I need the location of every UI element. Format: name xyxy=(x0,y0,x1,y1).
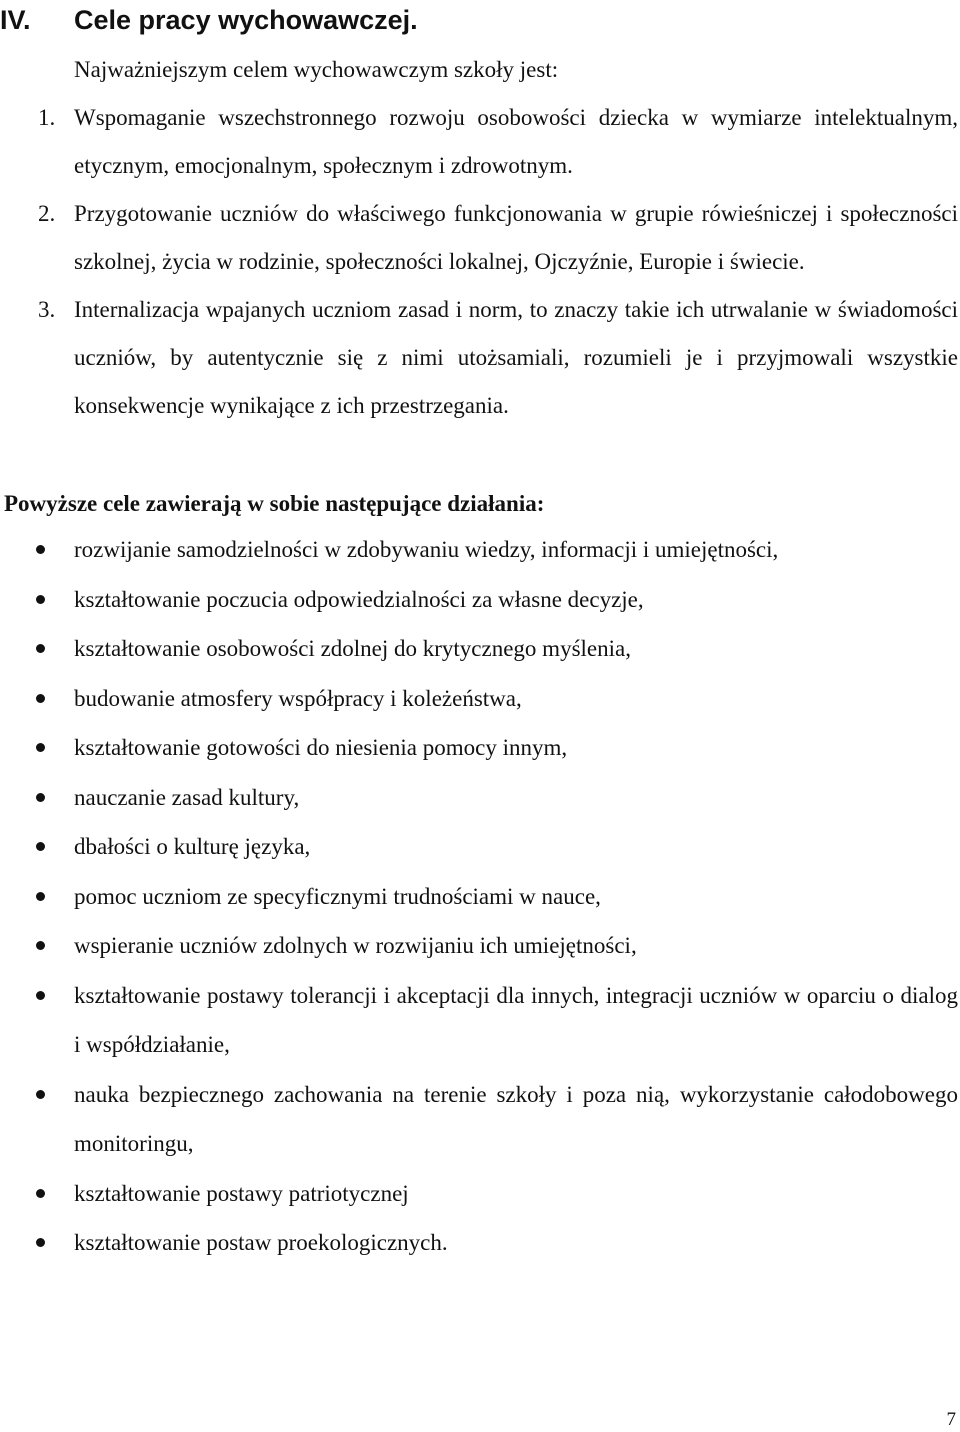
action-item xyxy=(0,921,958,971)
action-item xyxy=(0,1169,958,1219)
bullet-icon xyxy=(36,793,45,802)
action-item xyxy=(0,1218,958,1268)
bullet-icon xyxy=(36,644,45,653)
action-item xyxy=(0,723,958,773)
goals-list xyxy=(0,94,958,430)
goal-text: Przygotowanie uczniów do właściwego funkcjonowania w grupie rówieśniczej i społeczności szkolnej, życia w rodzinie, społeczności lokalnej, Ojczyźnie, Europie i świecie. xyxy=(74,201,958,274)
goal-item xyxy=(0,286,958,430)
goal-text: Wspomaganie wszechstronnego rozwoju osobowości dziecka w wymiarze intelektualnym, etycznym, emocjonalnym, społecznym i zdrowotnym. xyxy=(74,105,958,178)
goal-item xyxy=(0,94,958,190)
action-text: kształtowanie postawy patriotycznej xyxy=(74,1180,409,1206)
action-text: rozwijanie samodzielności w zdobywaniu wiedzy, informacji i umiejętności, xyxy=(74,537,779,562)
bullet-icon xyxy=(36,694,45,703)
goal-item xyxy=(0,190,958,286)
actions-list xyxy=(0,525,958,1268)
page-number: 7 xyxy=(946,1409,956,1430)
action-text: kształtowanie poczucia odpowiedzialności za własne decyzje, xyxy=(74,586,644,612)
section-title: Cele pracy wychowawczej. xyxy=(74,4,418,35)
bullet-icon xyxy=(36,1189,45,1198)
goal-text: Internalizacja wpajanych uczniom zasad i norm, to znaczy takie ich utrwalanie w świadomości uczniów, by autentycznie się z nimi utożsamiali, rozumieli je i przyjmowali wszystkie konsekwencje wynikające z ich przestrzegania. xyxy=(74,297,958,418)
action-text: kształtowanie postawy tolerancji i akceptacji dla innych, integracji uczniów w oparciu o dialog i współdziałanie, xyxy=(74,982,958,1057)
bullet-icon xyxy=(36,743,45,752)
action-item xyxy=(0,971,958,1070)
bullet-icon xyxy=(36,1238,45,1247)
bullet-icon xyxy=(36,892,45,901)
action-text: nauka bezpiecznego zachowania na terenie szkoły i poza nią, wykorzystanie całodobowego monitoringu, xyxy=(74,1081,958,1156)
bullet-icon xyxy=(36,545,45,554)
section-heading xyxy=(0,0,418,40)
bullet-icon xyxy=(36,842,45,851)
actions-heading: Powyższe cele zawierają w sobie następujące działania: xyxy=(4,491,545,516)
action-text: kształtowanie postaw proekologicznych. xyxy=(74,1230,448,1255)
action-item xyxy=(0,872,958,922)
section-number: IV. xyxy=(0,4,31,35)
action-text: wspieranie uczniów zdolnych w rozwijaniu ich umiejętności, xyxy=(74,933,637,958)
action-item xyxy=(0,575,958,625)
intro-text: Najważniejszym celem wychowawczym szkoły jest: xyxy=(74,57,559,82)
bullet-icon xyxy=(36,1090,45,1099)
action-text: kształtowanie gotowości do niesienia pomocy innym, xyxy=(74,735,568,760)
goal-number: 1. xyxy=(38,105,56,130)
action-item xyxy=(0,525,958,575)
goal-number: 2. xyxy=(38,201,56,226)
action-item xyxy=(0,822,958,872)
action-item xyxy=(0,624,958,674)
action-item xyxy=(0,773,958,823)
action-text: pomoc uczniom ze specyficznymi trudnościami w nauce, xyxy=(74,883,601,909)
bullet-icon xyxy=(36,991,45,1000)
action-item xyxy=(0,674,958,724)
bullet-icon xyxy=(36,595,45,604)
action-text: budowanie atmosfery współpracy i koleżeństwa, xyxy=(74,685,522,711)
action-text: dbałości o kulturę języka, xyxy=(74,834,311,859)
bullet-icon xyxy=(36,941,45,950)
action-text: kształtowanie osobowości zdolnej do krytycznego myślenia, xyxy=(74,636,631,661)
action-item xyxy=(0,1070,958,1169)
goal-number: 3. xyxy=(38,297,56,322)
action-text: nauczanie zasad kultury, xyxy=(74,784,300,810)
